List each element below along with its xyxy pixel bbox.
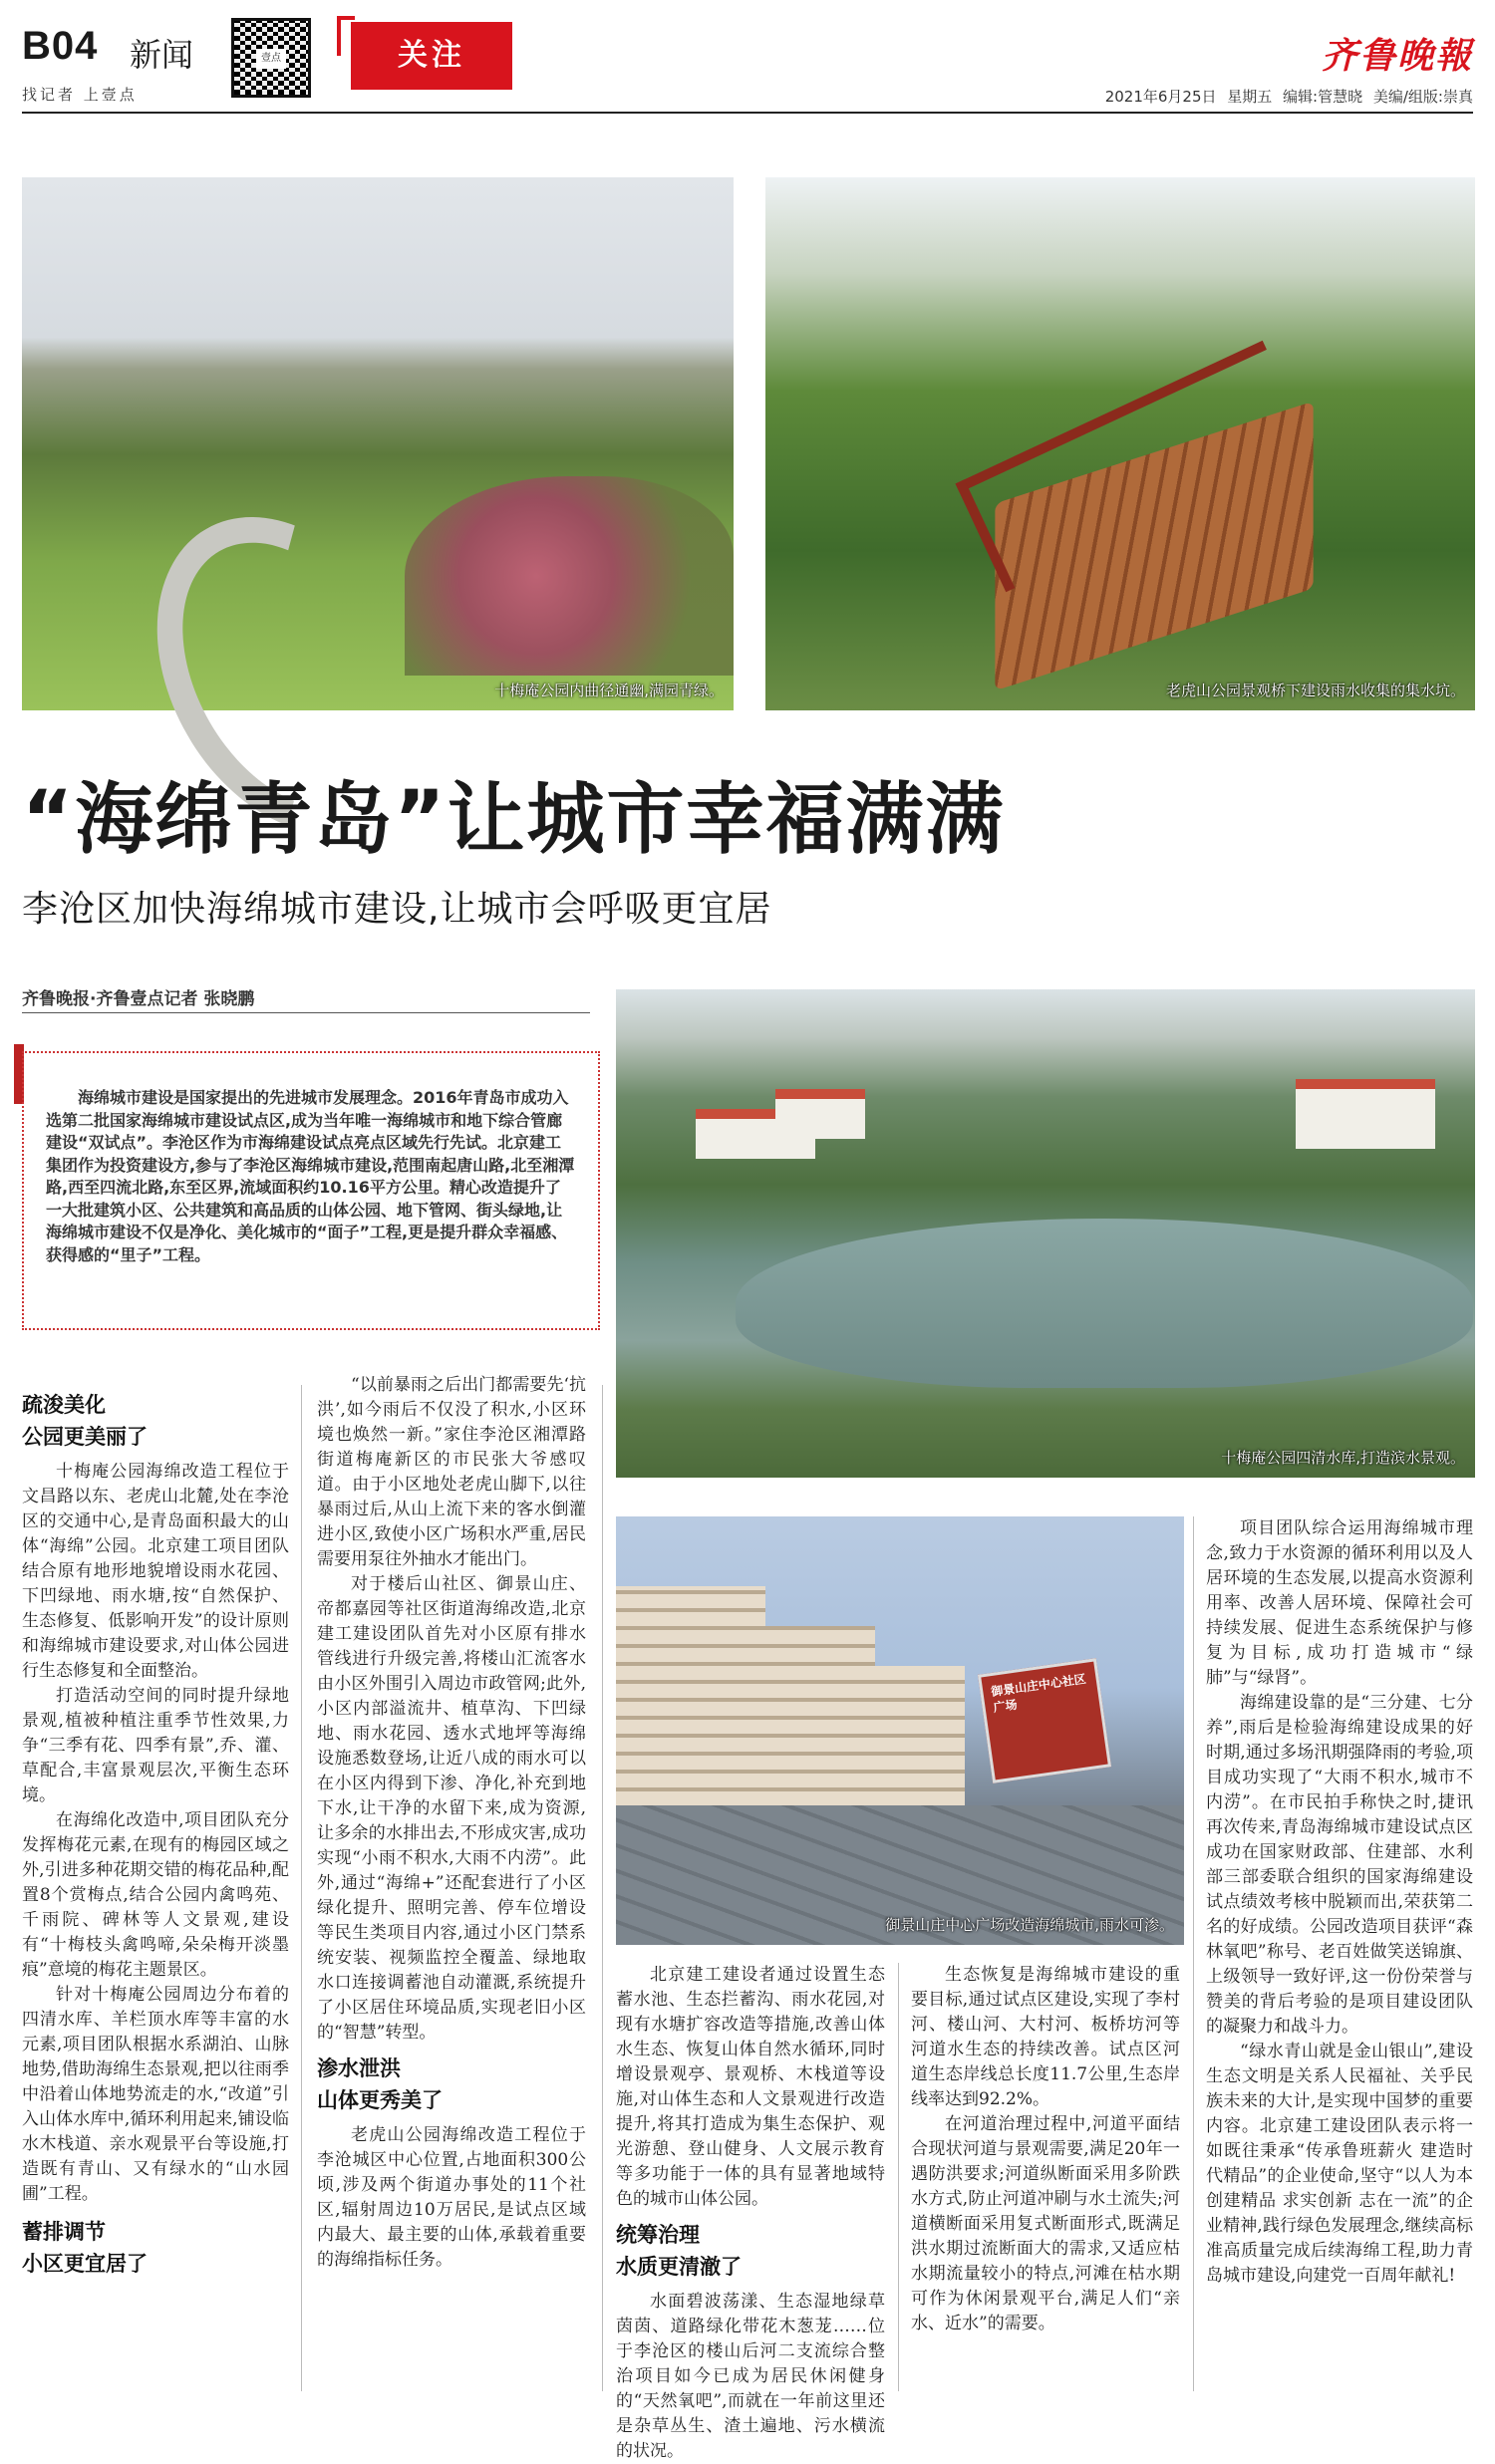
paragraph: “以前暴雨之后出门都需要先‘抗洪’,如今雨后不仅没了积水,小区环境也焕然一新。”家住李沧区湘潭路街道梅庵新区的市民张大爷感叹道。由于小区地处老虎山脚下,以往暴雨过后,从山上流下来的客水倒灌进小区,致使小区广场积水严重,居民需要用泵往外抽水才能出门。 bbox=[317, 1375, 586, 1569]
section-subtitle: 小区更宜居了 bbox=[22, 2252, 148, 2276]
byline-rule bbox=[22, 1012, 590, 1013]
section-subtitle: 公园更美丽了 bbox=[22, 1425, 148, 1449]
paragraph: “绿水青山就是金山银山”,建设生态文明是关系人民福祉、关乎民族未来的大计,是实现中国梦的重要内容。北京建工建设团队表示将一如既往秉承“传承鲁班薪火 建造时代精品”的企业使命,坚守“以人为本 创建精品 求实创新 志在一流”的企业精神,践行绿色发展理念,继续高标准高质量完成后续海绵工程,助力青岛城市建设,向建党一百周年献礼! bbox=[1206, 2042, 1473, 2286]
issue-meta: 2021年6月25日 星期五 编辑:管慧晓 美编/组版:崇真 bbox=[1104, 88, 1473, 106]
column-2 bbox=[317, 1373, 586, 2273]
section-name: 新闻 bbox=[130, 36, 194, 74]
villa-building bbox=[1296, 1079, 1435, 1149]
section-subtitle: 水质更清澈了 bbox=[616, 2255, 742, 2279]
motto: 找记者 上壹点 bbox=[22, 86, 138, 104]
photo-community-plaza bbox=[616, 1516, 1184, 1945]
section-title: 统筹治理 bbox=[616, 2223, 700, 2247]
subheadline: 李沧区加快海绵城市建设,让城市会呼吸更宜居 bbox=[22, 889, 772, 930]
column-divider bbox=[301, 1385, 302, 2391]
paragraph: 对于楼后山社区、御景山庄、帝都嘉园等社区街道海绵改造,北京建工建设团队首先对小区原有排水管线进行升级完善,将楼山汇流客水由小区外围引入周边市政管网;此外,小区内部溢流井、植草沟、下凹绿地、雨水花园、透水式地坪等海绵设施悉数登场,让近八成的雨水可以在小区内得到下渗、净化,补充到地下水,让干净的水留下来,成为资源,让多余的水排出去,不形成灾害,成功实现“小雨不积水,大雨不内涝”。此外,通过“海绵+”还配套进行了小区绿化提升、照明完善、停车位增设等民生类项目内容,通过小区门禁系统安装、视频监控全覆盖、绿地取水口连接调蓄池自动灌溉,系统提升了小区居住环境品质,实现老旧小区的“智慧”转型。 bbox=[317, 1574, 586, 2043]
lake-water bbox=[736, 1219, 1473, 1388]
newspaper-logo: 齐鲁晚報 bbox=[1321, 35, 1473, 77]
photo-caption: 十梅庵公园四清水库,打造滨水景观。 bbox=[1221, 1449, 1465, 1467]
page-number: B04 bbox=[22, 24, 99, 68]
section-subtitle: 山体更秀美了 bbox=[317, 2088, 443, 2112]
column-4 bbox=[911, 1963, 1180, 2336]
section-title: 渗水泄洪 bbox=[317, 2056, 401, 2080]
paragraph: 在河道治理过程中,河道平面结合现状河道与景观需要,满足20年一遇防洪要求;河道纵断面采用多阶跌水方式,防止河道冲刷与水土流失;河道横断面采用复式断面形式,既满足洪水期过流断面大的需求,又适应枯水期流量较小的特点,河滩在枯水期可作为休闲景观平台,满足人们“亲水、近水”的需要。 bbox=[911, 2114, 1180, 2333]
paragraph: 项目团队综合运用海绵城市理念,致力于水资源的循环利用以及人居环境的生态发展,以提高水资源利用率、改善人居环境、保障社会可持续发展、促进生态系统保护与修复为目标,成功打造城市“绿肺”与“绿肾”。 bbox=[1206, 1518, 1473, 1688]
paragraph: 在海绵化改造中,项目团队充分发挥梅花元素,在现有的梅园区域之外,引进多种花期交错的梅花品种,配置8个赏梅点,结合公园内禽鸣苑、千雨院、碑林等人文景观,建设有“十梅枝头禽鸣啼,朵朵梅开淡墨痕”意境的梅花主题景区。 bbox=[22, 1810, 289, 1980]
byline: 齐鲁晚报·齐鲁壹点记者 张晓鹏 bbox=[22, 989, 255, 1009]
photo-reservoir bbox=[616, 989, 1475, 1478]
photo-caption: 十梅庵公园内曲径通幽,满园青绿。 bbox=[494, 682, 724, 699]
column-3 bbox=[616, 1963, 885, 2464]
section-title: 蓄排调节 bbox=[22, 2220, 106, 2244]
apartment-building bbox=[765, 1626, 875, 1805]
photo-caption: 御景山庄中心广场改造海绵城市,雨水可渗。 bbox=[885, 1916, 1174, 1934]
paragraph: 生态恢复是海绵城市建设的重要目标,通过试点区建设,实现了李村河、楼山河、大村河、板桥坊河等河道水生态的持续改善。试点区河道生态岸线总长度11.7公里,生态岸线率达到92.2%。 bbox=[911, 1965, 1180, 2109]
header-rule bbox=[22, 112, 1473, 114]
paragraph: 打造活动空间的同时提升绿地景观,植被种植注重季节性效果,力争“三季有花、四季有景”,乔、灌、草配合,丰富景观层次,平衡生态环境。 bbox=[22, 1686, 289, 1805]
page-header bbox=[22, 18, 1473, 110]
paragraph: 海绵建设靠的是“三分建、七分养”,雨后是检验海绵建设成果的好时期,通过多场汛期强降雨的考验,项目成功实现了“大雨不积水,城市不内涝”。在市民拍手称快之时,捷讯再次传来,青岛海绵城市建设试点区成功在国家财政部、住建部、水利部三部委联合组织的国家海绵建设试点绩效考核中脱颖而出,荣获第二名的好成绩。公园改造项目获评“森林氧吧”称号、老百姓做笑送锦旗、上级领导一致好评,这一份份荣誉与赞美的背后考验的是项目建设团队的凝聚力和战斗力。 bbox=[1206, 1693, 1473, 2037]
villa-building bbox=[775, 1089, 865, 1139]
column-1 bbox=[22, 1390, 289, 2287]
flower-bush bbox=[405, 476, 734, 676]
paragraph: 北京建工建设者通过设置生态蓄水池、生态拦蓄沟、雨水花园,对现有水塘扩容改造等措施,改善山体水生态、恢复山体自然水循环,同时增设景观亭、景观桥、木栈道等设施,对山体生态和人文景观进行改造提升,将其打造成为集生态保护、观光游憩、登山健身、人文展示教育等多功能于一体的具有显著地域特色的城市山体公园。 bbox=[616, 1965, 885, 2209]
lead-box bbox=[22, 1051, 600, 1330]
plaza-sign bbox=[978, 1658, 1111, 1783]
section-title: 疏浚美化 bbox=[22, 1393, 106, 1417]
headline: “海绵青岛”让城市幸福满满 bbox=[22, 775, 1006, 865]
photo-wooden-bridge bbox=[765, 177, 1475, 710]
paragraph: 十梅庵公园海绵改造工程位于文昌路以东、老虎山北麓,处在李沧区的交通中心,是青岛面积最大的山体“海绵”公园。北京建工项目团队结合原有地形地貌增设雨水花园、下凹绿地、雨水塘,按“自然保护、生态修复、低影响开发”的设计原则和海绵城市建设要求,对山体公园进行生态修复和全面整治。 bbox=[22, 1462, 289, 1681]
photo-park-path bbox=[22, 177, 734, 710]
column-divider bbox=[602, 1385, 603, 2391]
column-divider bbox=[1193, 1516, 1194, 2391]
qr-code-icon bbox=[231, 18, 311, 98]
apartment-building bbox=[875, 1666, 965, 1805]
paragraph: 针对十梅庵公园周边分布着的四清水库、羊栏顶水库等丰富的水元素,项目团队根据水系湖泊、山脉地势,借助海绵生态景观,把以往雨季中沿着山体地势流走的水,“改道”引入山体水库中,循环利用起来,铺设临水木栈道、亲水观景平台等设施,打造既有青山、又有绿水的“山水园圃”工程。 bbox=[22, 1985, 289, 2204]
photo-caption: 老虎山公园景观桥下建设雨水收集的集水坑。 bbox=[1165, 682, 1465, 699]
qr-tag: 壹点 bbox=[256, 49, 286, 69]
column-divider bbox=[898, 1963, 899, 2391]
lead-text: 海绵城市建设是国家提出的先进城市发展理念。2016年青岛市成功入选第二批国家海绵城市建设试点区,成为当年唯一海绵城市和地下综合管廊建设“双试点”。李沧区作为市海绵建设试点亮点区域先行先试。北京建工集团作为投资建设方,参与了李沧区海绵城市建设,范围南起唐山路,北至湘潭路,西至四流北路,东至区界,流域面积约10.16平方公里。精心改造提升了一大批建筑小区、公共建筑和高品质的山体公园、地下管网、街头绿地,让海绵城市建设不仅是净化、美化城市的“面子”工程,更是提升群众幸福感、获得感的“里子”工程。 bbox=[46, 1088, 575, 1264]
column-5 bbox=[1206, 1516, 1473, 2289]
focus-badge: 关注 bbox=[351, 22, 512, 90]
paragraph: 水面碧波荡漾、生态湿地绿草茵茵、道路绿化带花木葱茏……位于李沧区的楼山后河二支流综合整治项目如今已成为居民休闲健身的“天然氧吧”,而就在一年前这里还是杂草丛生、渣土遍地、污水横流的状况。 bbox=[616, 2292, 885, 2461]
apartment-building bbox=[616, 1586, 765, 1805]
paragraph: 老虎山公园海绵改造工程位于李沧城区中心位置,占地面积300公顷,涉及两个街道办事处的11个社区,辐射周边10万居民,是试点区域内最大、最主要的山体,承载着重要的海绵指标任务。 bbox=[317, 2125, 586, 2270]
plaza-sign-text: 御景山庄中心社区广场 bbox=[990, 1671, 1087, 1715]
